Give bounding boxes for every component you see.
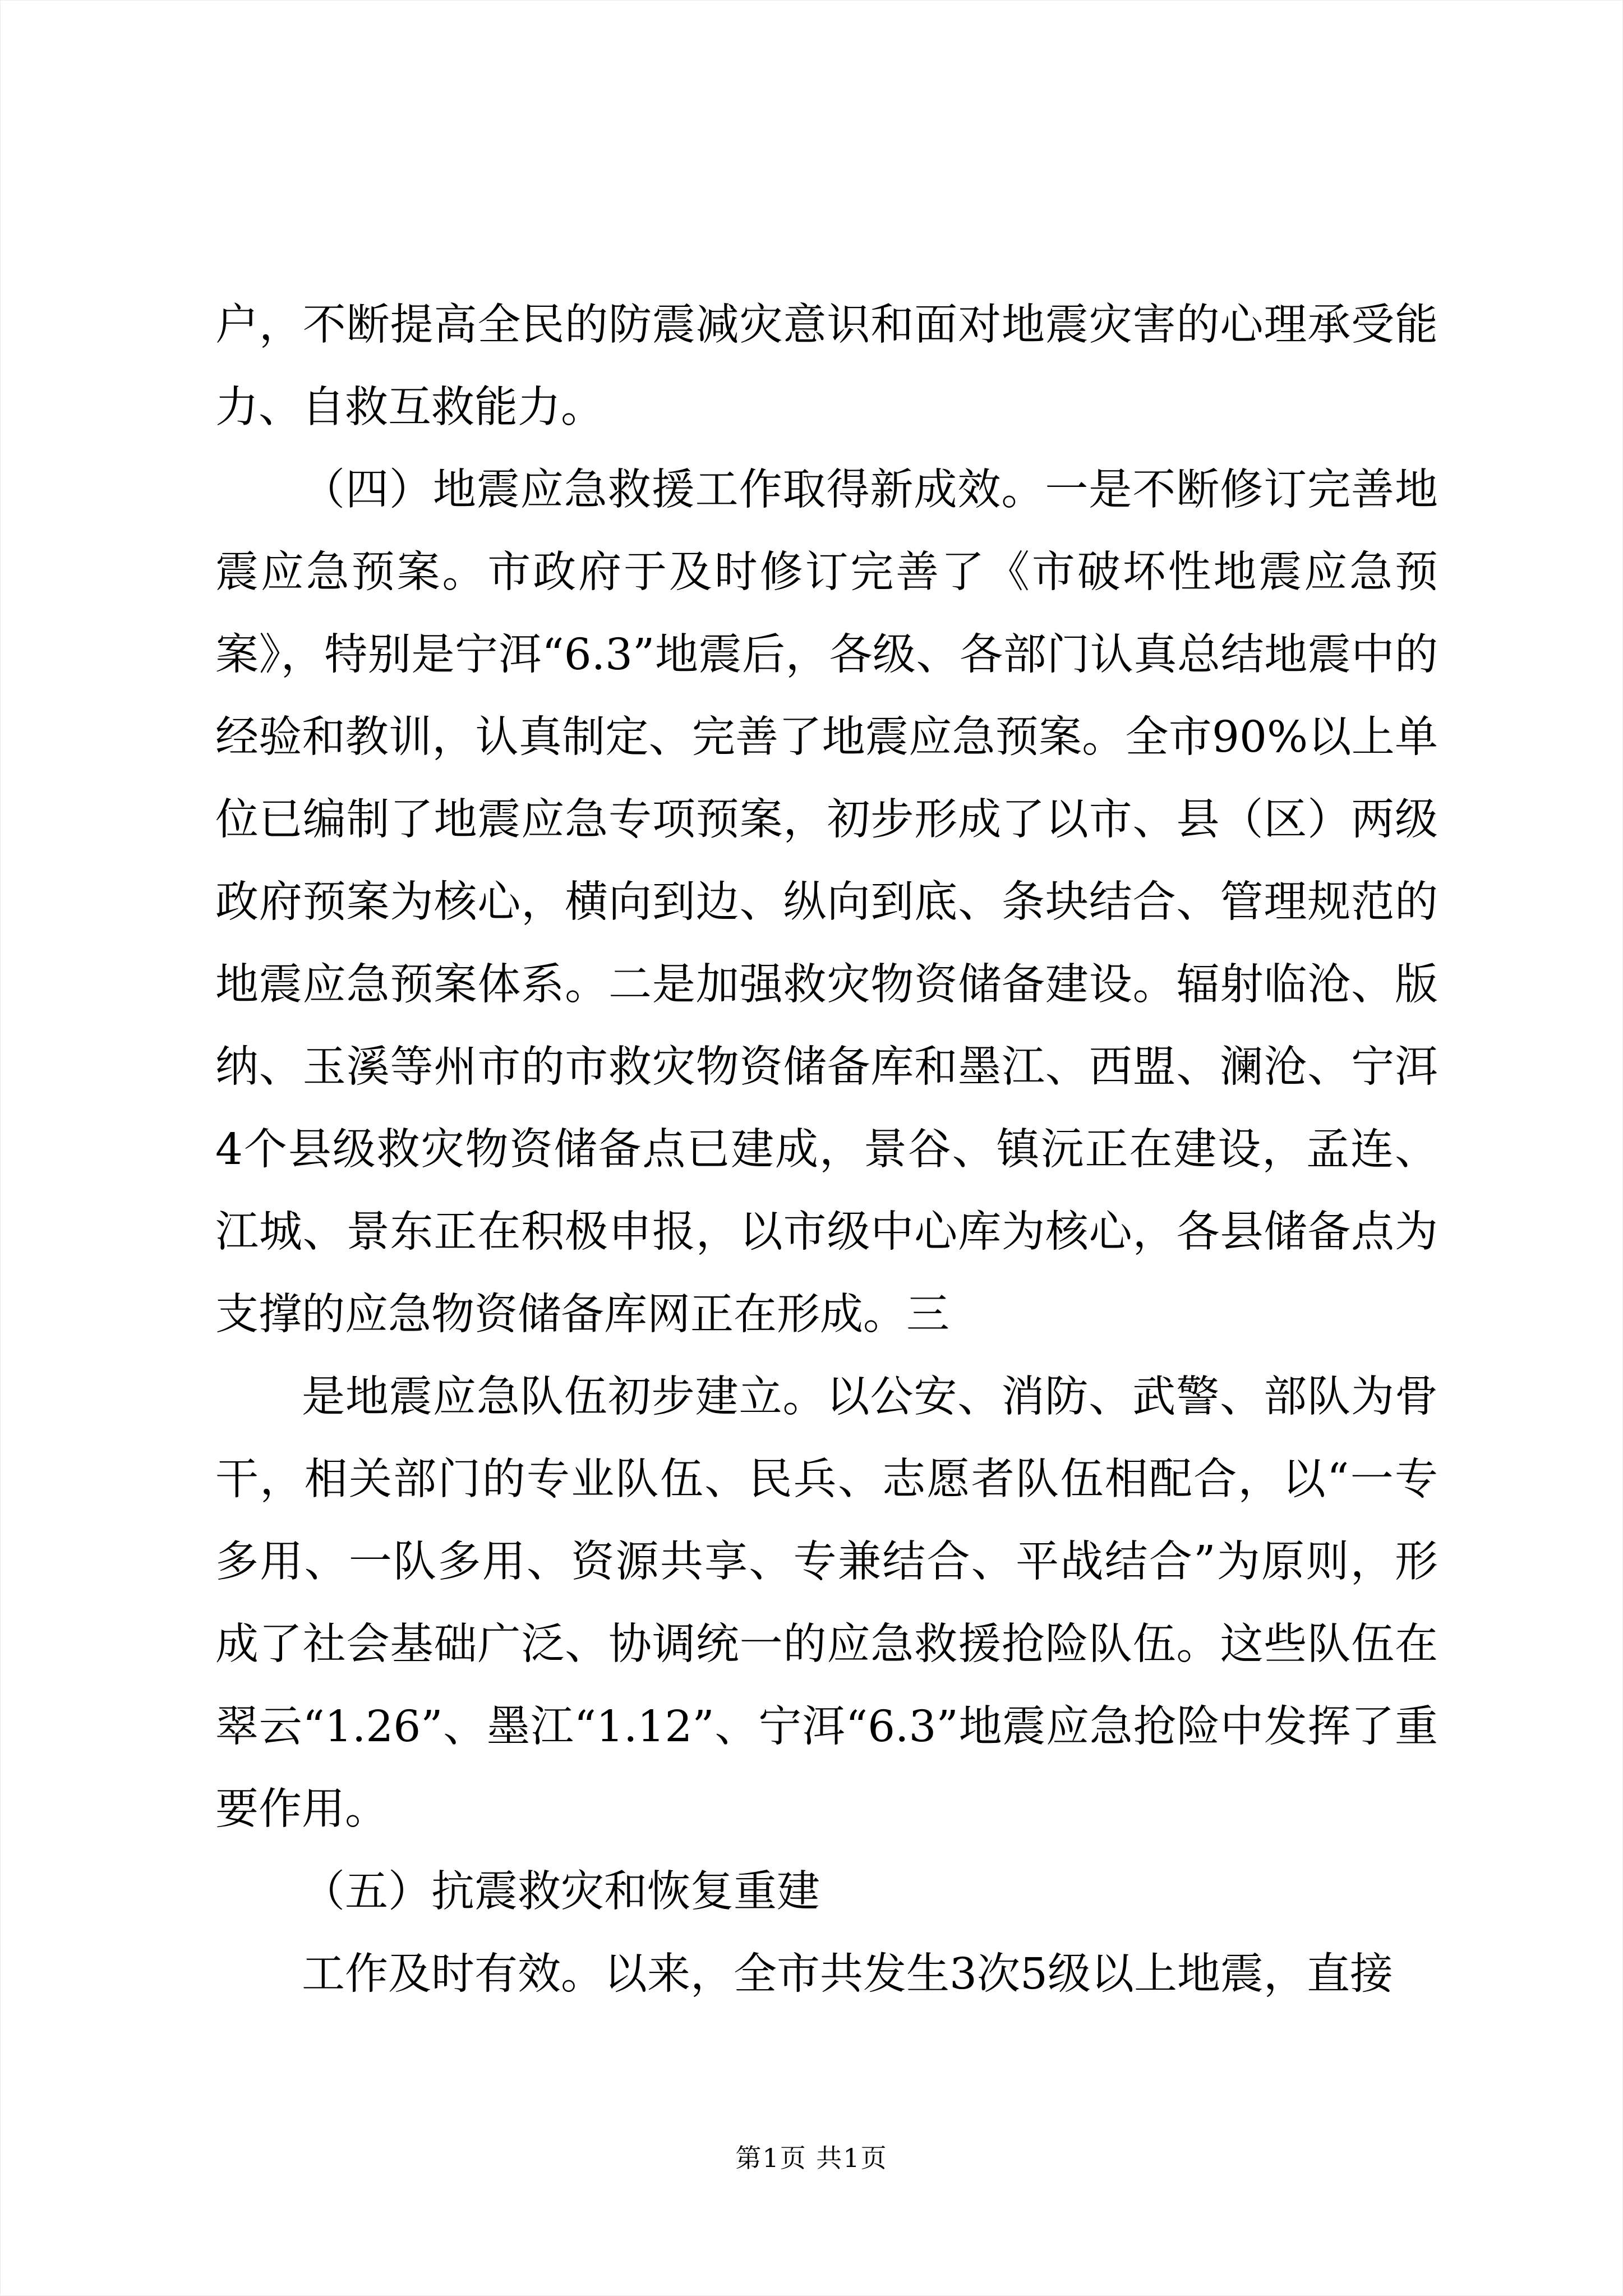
paragraph-emergency-teams: 是地震应急队伍初步建立。以公安、消防、武警、部队为骨干，相关部门的专业队伍、民兵、志愿者队伍相配合，以“一专多用、一队多用、资源共享、专兼结合、平战结合”为原则，形成了社会基础广泛、协调统一的应急救援抢险队伍。这些队伍在翠云“1.26”、墨江“1.12”、宁洱“6.3”地震应急抢险中发挥了重要作用。	[215, 1372, 1438, 1834]
paragraph-section-four: （四）地震应急救援工作取得新成效。一是不断修订完善地震应急预案。市政府于及时修订完善了《市破坏性地震应急预案》，特别是宁洱“6.3”地震后，各级、各部门认真总结地震中的经验和教训，认真制定、完善了地震应急预案。全市90%以上单位已编制了地震应急专项预案，初步形成了以市、县（区）两级政府预案为核心，横向到边、纵向到底、条块结合、管理规范的地震应急预案体系。二是加强救灾物资储备建设。辐射临沧、版纳、玉溪等州市的市救灾物资储备库和墨江、西盟、澜沧、宁洱4个县级救灾物资储备点已建成，景谷、镇沅正在建设，孟连、江城、景东正在积极申报，以市级中心库为核心，各县储备点为支撑的应急物资储备库网正在形成。三	[215, 465, 1438, 1340]
paragraph-continuation: 户，不断提高全民的防震减灾意识和面对地震灾害的心理承受能力、自救互救能力。	[215, 300, 1438, 432]
paragraph-section-five-heading: （五）抗震救灾和恢复重建	[302, 1867, 820, 1917]
document-body	[215, 284, 1438, 2016]
paragraph-section-five-body: 工作及时有效。以来，全市共发生3次5级以上地震，直接	[302, 1949, 1393, 1999]
page-footer: 第1页 共1页	[735, 2143, 888, 2173]
